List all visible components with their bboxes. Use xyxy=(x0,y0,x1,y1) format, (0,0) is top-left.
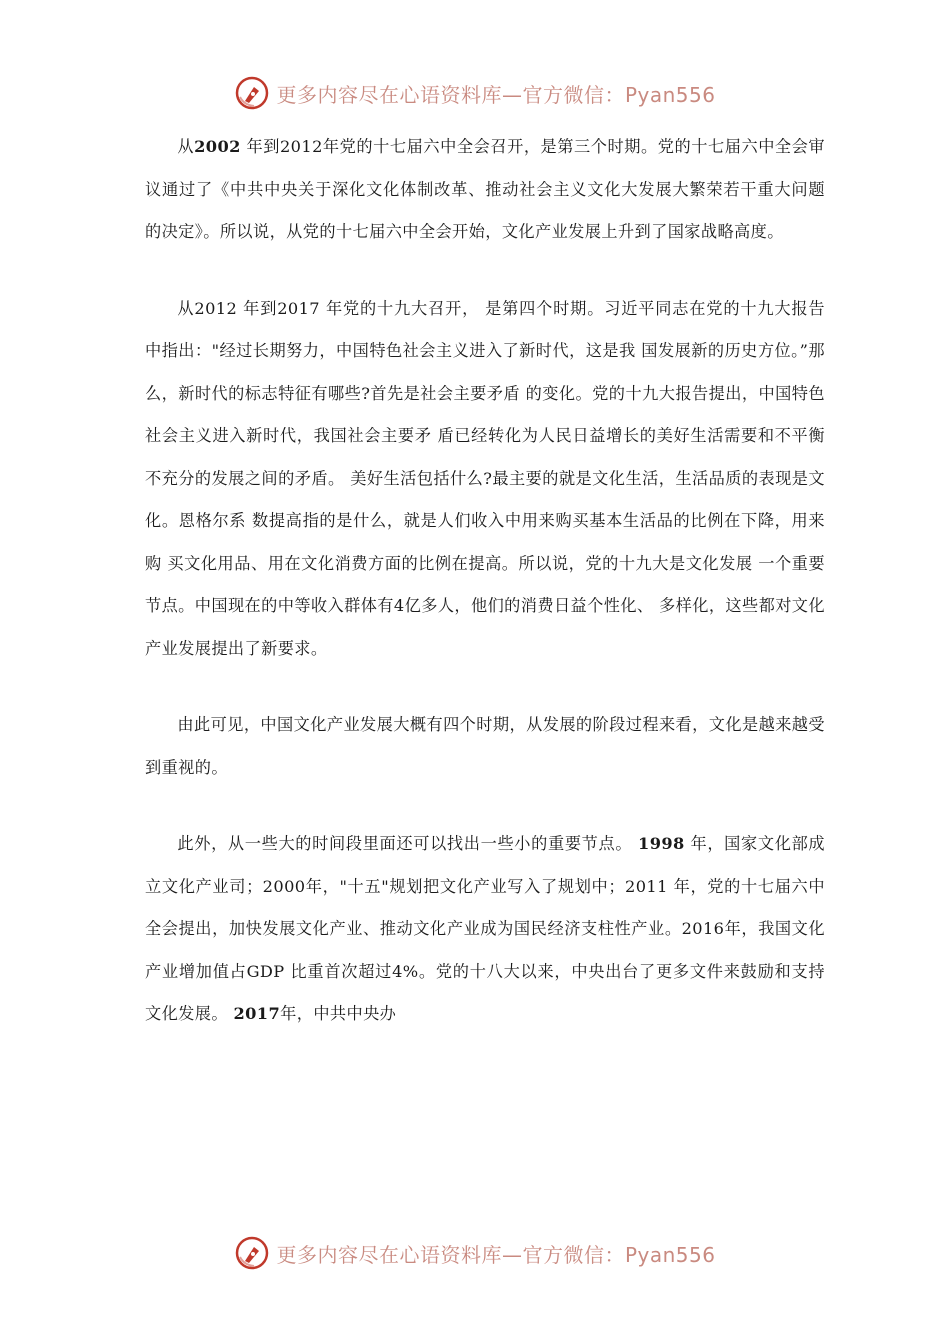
paragraph-4-text-b: 年，国家文化部成立文化产业司；2000年，"十五"规划把文化产业写入了规划中；2011 年，党的十七届六中全会提出，加快发展文化产业、推动文化产业成为国民经济支柱性产业。2016年，我国文化产业增加值占GDP 比重首次超过4%。党的十八大以来，中央出台了更多文件来鼓励和支持文化发展。 xyxy=(145,834,825,1023)
paragraph-2: 从2012 年到2017 年党的十九大召开， 是第四个时期。习近平同志在党的十九大报告中指出："经过长期努力，中国特色社会主义进入了新时代，这是我 国发展新的历史方位。”那么，新时代的标志特征有哪些?首先是社会主要矛盾 的变化。党的十九大报告提出，中国特色社会主义进入新时代，我国社会主要矛 盾已经转化为人民日益增长的美好生活需要和不平衡不充分的发展之间的矛盾。 美好生活包括什么?最主要的就是文化生活，生活品质的表现是文化。恩格尔系 数提高指的是什么，就是人们收入中用来购买基本生活品的比例在下降，用来购 买文化用品、用在文化消费方面的比例在提高。所以说，党的十九大是文化发展 一个重要节点。中国现在的中等收入群体有4亿多人，他们的消费日益个性化、 多样化，这些都对文化产业发展提出了新要求。 xyxy=(145,298,825,658)
header-banner-text: 更多内容尽在心语资料库—官方微信：Pyan556 xyxy=(276,82,716,107)
footer-banner xyxy=(0,1228,950,1278)
paragraph-1 xyxy=(145,126,825,254)
paragraph-4-text-a: 此外，从一些大的时间段里面还可以找出一些小的重要节点。 xyxy=(177,834,639,853)
paragraph-4-year-1998: 1998 xyxy=(638,834,685,853)
paragraph-4-year-2017: 2017 xyxy=(233,1004,281,1023)
header-banner xyxy=(0,68,950,118)
paragraph-1-text-b: 年到2012年党的十七届六中全会召开，是第三个时期。党的十七届六中全会审议通过了《中共中央关于深化文化体制改革、推动社会主义文化大发展大繁荣若干重大问题的决定》。所以说，从党的十七届六中全会开始，文化产业发展上升到了国家战略高度。 xyxy=(145,137,826,241)
pen-nib-circle-logo-icon xyxy=(234,1235,270,1271)
paragraph-4-text-c: 年，中共中央办 xyxy=(280,1004,397,1023)
pen-nib-circle-logo-icon xyxy=(234,75,270,111)
paragraph-4 xyxy=(145,823,825,1036)
footer-banner-text: 更多内容尽在心语资料库—官方微信：Pyan556 xyxy=(276,1242,716,1267)
document-body xyxy=(145,126,825,1070)
paragraph-1-text-a: 从 xyxy=(177,137,195,156)
paragraph-1-year-2002: 2002 xyxy=(194,137,241,156)
paragraph-3: 由此可见，中国文化产业发展大概有四个时期，从发展的阶段过程来看，文化是越来越受到重视的。 xyxy=(145,715,825,777)
